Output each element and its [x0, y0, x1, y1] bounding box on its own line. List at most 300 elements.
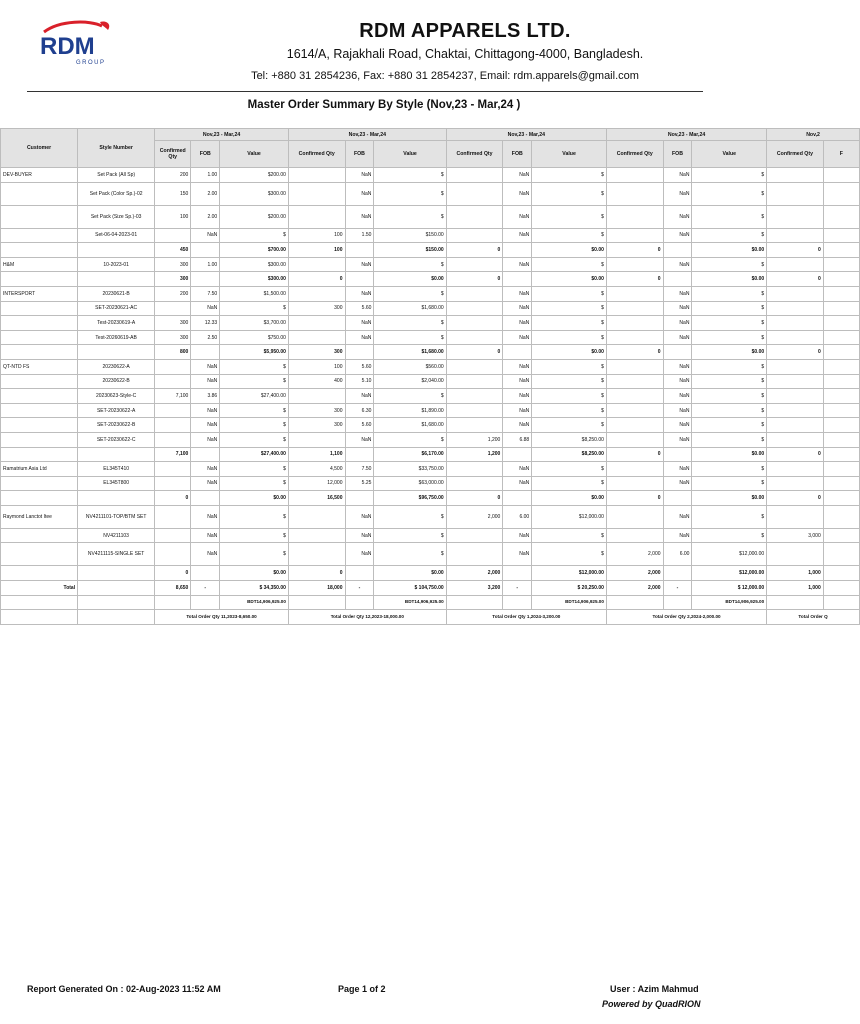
col-fob: F	[823, 141, 859, 168]
cell: 2.00	[191, 182, 220, 205]
cell	[823, 432, 859, 447]
cell: $	[532, 374, 607, 389]
cell: Test-20230619-A	[78, 316, 155, 331]
cell	[606, 476, 663, 491]
cell	[155, 462, 191, 477]
cell: $	[220, 403, 289, 418]
cell: NaN	[663, 403, 692, 418]
cell	[78, 595, 155, 610]
total-cell: $ 104,750.00	[374, 581, 446, 596]
cell: 150	[155, 182, 191, 205]
cell	[1, 610, 78, 625]
cell	[155, 528, 191, 543]
cell: $	[692, 286, 767, 301]
customer-cell: Raymond Lanctot Itee	[1, 505, 78, 528]
subtotal-cell: 0	[606, 447, 663, 462]
powered-by: Powered by QuadRION	[602, 999, 701, 1009]
cell: $	[532, 359, 607, 374]
company-name: RDM APPARELS LTD.	[359, 20, 571, 42]
cell: $	[374, 528, 446, 543]
cell	[446, 462, 503, 477]
cell: $3,700.00	[220, 316, 289, 331]
cell	[78, 566, 155, 581]
cell: 200	[155, 286, 191, 301]
cell	[1, 595, 78, 610]
cell	[606, 168, 663, 183]
col-fob: FOB	[345, 141, 374, 168]
cell: 5.25	[345, 476, 374, 491]
cell	[767, 301, 824, 316]
cell: EL345T800	[78, 476, 155, 491]
cell	[823, 205, 859, 228]
cell: NaN	[191, 301, 220, 316]
subtotal-cell: $0.00	[692, 243, 767, 258]
table-row	[1, 228, 860, 243]
cell: $300.00	[220, 257, 289, 272]
col-value: Value	[532, 141, 607, 168]
cell: $	[692, 389, 767, 404]
cell: NaN	[345, 389, 374, 404]
cell: NaN	[663, 301, 692, 316]
header-divider	[27, 91, 703, 92]
cell: $	[532, 182, 607, 205]
customer-cell	[1, 301, 78, 316]
cell	[767, 389, 824, 404]
customer-cell	[1, 566, 78, 581]
subtotal-cell	[345, 447, 374, 462]
subtotal-cell: $12,000.00	[692, 566, 767, 581]
subtotal-cell: 1,100	[288, 447, 345, 462]
subtotal-cell: 300	[288, 345, 345, 360]
cell	[606, 505, 663, 528]
cell: NaN	[503, 359, 532, 374]
cell	[446, 528, 503, 543]
cell: $12,000.00	[532, 505, 607, 528]
order-summary-table	[0, 128, 860, 625]
total-cell: $ 12,000.00	[692, 581, 767, 596]
col-qty: Confirmed Qty	[606, 141, 663, 168]
group-header-4: Nov,23 - Mar,24	[606, 129, 766, 141]
subtotal-cell: 0	[606, 491, 663, 506]
cell: $	[532, 462, 607, 477]
cell: NaN	[663, 168, 692, 183]
subtotal-cell: 0	[767, 345, 824, 360]
logo-text: RDM	[40, 33, 95, 60]
cell: $	[692, 476, 767, 491]
total-cell: $ 34,350.00	[220, 581, 289, 596]
table-row	[1, 286, 860, 301]
table-row	[1, 374, 860, 389]
customer-cell	[1, 205, 78, 228]
subtotal-row	[1, 243, 860, 258]
cell: 2.00	[191, 205, 220, 228]
table-row	[1, 505, 860, 528]
cell	[78, 243, 155, 258]
subtotal-cell: 800	[155, 345, 191, 360]
cell	[823, 168, 859, 183]
cell: $200.00	[220, 205, 289, 228]
subtotal-cell: $0.00	[692, 272, 767, 287]
cell: NaN	[345, 316, 374, 331]
group-header-2: Nov,23 - Mar,24	[288, 129, 446, 141]
cell	[288, 505, 345, 528]
subtotal-cell: 2,000	[446, 566, 503, 581]
cell: 2,000	[446, 505, 503, 528]
cell: 10-2023-01	[78, 257, 155, 272]
cell	[446, 330, 503, 345]
cell: $	[374, 168, 446, 183]
subtotal-cell: $6,170.00	[374, 447, 446, 462]
table-row	[1, 543, 860, 566]
cell	[606, 330, 663, 345]
subtotal-row	[1, 447, 860, 462]
subtotal-cell	[663, 345, 692, 360]
cell: NaN	[503, 462, 532, 477]
table-row	[1, 528, 860, 543]
cell	[606, 182, 663, 205]
subtotal-cell	[191, 243, 220, 258]
subtotal-cell	[663, 491, 692, 506]
subtotal-cell	[823, 243, 859, 258]
cell	[155, 505, 191, 528]
cell: $1,680.00	[374, 301, 446, 316]
cell: $	[692, 316, 767, 331]
total-order-qty: Total Order Qty 1,2024-3,200.00	[446, 610, 606, 625]
cell	[288, 595, 345, 610]
subtotal-cell	[345, 272, 374, 287]
cell: $	[374, 205, 446, 228]
cell: 6.00	[663, 543, 692, 566]
cell	[767, 595, 824, 610]
table-row	[1, 432, 860, 447]
cell: SET-20230622-B	[78, 418, 155, 433]
table-row	[1, 257, 860, 272]
cell: NaN	[663, 462, 692, 477]
cell: $150.00	[374, 228, 446, 243]
cell	[606, 462, 663, 477]
cell: $	[532, 257, 607, 272]
cell	[288, 182, 345, 205]
cell: $	[692, 168, 767, 183]
cell: 12,000	[288, 476, 345, 491]
cell: NaN	[345, 182, 374, 205]
cell: 200	[155, 168, 191, 183]
cell: SET-20230621-AC	[78, 301, 155, 316]
customer-cell	[1, 228, 78, 243]
total-cell: $ 20,250.00	[532, 581, 607, 596]
cell: $	[220, 528, 289, 543]
cell: NaN	[191, 359, 220, 374]
cell	[78, 581, 155, 596]
cell: 3.86	[191, 389, 220, 404]
cell: NaN	[345, 528, 374, 543]
cell	[155, 359, 191, 374]
customer-cell	[1, 243, 78, 258]
table-row	[1, 359, 860, 374]
subtotal-cell: $0.00	[220, 491, 289, 506]
cell: $	[532, 543, 607, 566]
customer-cell	[1, 543, 78, 566]
cell: $	[532, 286, 607, 301]
table-row	[1, 168, 860, 183]
cell: NaN	[503, 168, 532, 183]
total-cell: 3,200	[446, 581, 503, 596]
subtotal-cell: 1,000	[767, 566, 824, 581]
cell	[446, 286, 503, 301]
cell	[446, 205, 503, 228]
cell: 300	[155, 316, 191, 331]
cell	[78, 345, 155, 360]
cell: 2.50	[191, 330, 220, 345]
customer-cell	[1, 316, 78, 331]
cell: NaN	[191, 528, 220, 543]
cell: NaN	[345, 543, 374, 566]
cell	[606, 432, 663, 447]
report-generated: Report Generated On : 02-Aug-2023 11:52 AM	[27, 984, 221, 994]
group-header-1: Nov,23 - Mar,24	[155, 129, 289, 141]
table-row	[1, 418, 860, 433]
cell	[823, 374, 859, 389]
subtotal-cell	[823, 447, 859, 462]
subtotal-cell: $1,680.00	[374, 345, 446, 360]
cell	[767, 418, 824, 433]
total-order-qty: Total Order Q	[767, 610, 860, 625]
subtotal-cell	[191, 447, 220, 462]
cell	[155, 403, 191, 418]
cell	[446, 418, 503, 433]
cell: 12.33	[191, 316, 220, 331]
subtotal-cell: 0	[767, 272, 824, 287]
cell	[767, 182, 824, 205]
cell: $	[220, 432, 289, 447]
cell	[288, 432, 345, 447]
group-header-3: Nov,23 - Mar,24	[446, 129, 606, 141]
cell	[606, 228, 663, 243]
cell	[767, 168, 824, 183]
cell: $	[692, 403, 767, 418]
cell	[767, 543, 824, 566]
cell	[288, 316, 345, 331]
cell: $	[692, 418, 767, 433]
cell: $	[374, 182, 446, 205]
cell: $63,000.00	[374, 476, 446, 491]
subtotal-cell	[823, 272, 859, 287]
cell: $	[692, 205, 767, 228]
cell	[288, 330, 345, 345]
cell	[446, 595, 503, 610]
cell: NaN	[503, 286, 532, 301]
total-cell: -	[503, 581, 532, 596]
cell	[663, 595, 692, 610]
col-style: Style Number	[78, 129, 155, 168]
cell: NaN	[345, 505, 374, 528]
report-title	[0, 99, 768, 111]
cell	[288, 168, 345, 183]
subtotal-cell: 450	[155, 243, 191, 258]
cell: $	[374, 286, 446, 301]
cell: NaN	[503, 418, 532, 433]
subtotal-cell: $0.00	[532, 491, 607, 506]
subtotal-cell	[663, 447, 692, 462]
cell	[288, 543, 345, 566]
cell: NaN	[503, 205, 532, 228]
subtotal-cell: $27,400.00	[220, 447, 289, 462]
cell	[823, 403, 859, 418]
table-row	[1, 330, 860, 345]
cell: NaN	[345, 432, 374, 447]
cell	[823, 528, 859, 543]
cell	[767, 286, 824, 301]
cell	[606, 389, 663, 404]
subtotal-cell	[823, 345, 859, 360]
cell: $	[532, 389, 607, 404]
cell	[823, 359, 859, 374]
cell: $560.00	[374, 359, 446, 374]
subtotal-cell: 16,500	[288, 491, 345, 506]
cell: 6.00	[503, 505, 532, 528]
cell: $	[374, 505, 446, 528]
cell: 20230621-B	[78, 286, 155, 301]
cell: 20230622-A	[78, 359, 155, 374]
cell: $	[220, 543, 289, 566]
cell: 5.60	[345, 301, 374, 316]
col-customer: Customer	[1, 129, 78, 168]
cell: 300	[155, 330, 191, 345]
cell	[78, 272, 155, 287]
cell	[823, 543, 859, 566]
cell	[767, 228, 824, 243]
cell	[78, 610, 155, 625]
cell	[606, 257, 663, 272]
subtotal-cell	[663, 566, 692, 581]
subtotal-cell	[345, 491, 374, 506]
customer-cell	[1, 374, 78, 389]
table-row	[1, 476, 860, 491]
subtotal-cell: 100	[288, 243, 345, 258]
customer-cell	[1, 389, 78, 404]
cell	[155, 374, 191, 389]
cell: NaN	[345, 286, 374, 301]
customer-cell: DEV-BUYER	[1, 168, 78, 183]
cell: $	[374, 330, 446, 345]
cell	[446, 389, 503, 404]
subtotal-cell: 0	[288, 272, 345, 287]
customer-cell	[1, 330, 78, 345]
cell: NaN	[503, 182, 532, 205]
subtotal-cell: $150.00	[374, 243, 446, 258]
cell	[288, 389, 345, 404]
cell: 100	[288, 228, 345, 243]
cell: 7.50	[191, 286, 220, 301]
cell	[606, 205, 663, 228]
subtotal-cell: 7,100	[155, 447, 191, 462]
total-order-qty-row	[1, 610, 860, 625]
cell: $8,250.00	[532, 432, 607, 447]
col-value: Value	[692, 141, 767, 168]
total-row	[1, 581, 860, 596]
cell: $1,680.00	[374, 418, 446, 433]
cell: 20230622-B	[78, 374, 155, 389]
cell: $	[692, 359, 767, 374]
cell: $	[692, 505, 767, 528]
cell	[767, 316, 824, 331]
total-cell: -	[191, 581, 220, 596]
cell: NaN	[503, 316, 532, 331]
cell: Set Pack (Color Sp.)-02	[78, 182, 155, 205]
col-qty: Confirmed Qty	[288, 141, 345, 168]
subtotal-cell: $0.00	[692, 345, 767, 360]
customer-cell	[1, 182, 78, 205]
subtotal-cell: 300	[155, 272, 191, 287]
cell	[155, 595, 191, 610]
cell: NaN	[663, 205, 692, 228]
cell: $	[220, 228, 289, 243]
cell: $	[532, 228, 607, 243]
cell	[767, 374, 824, 389]
cell: NaN	[503, 476, 532, 491]
subtotal-cell: 0	[767, 243, 824, 258]
customer-cell: H&M	[1, 257, 78, 272]
cell: $	[692, 528, 767, 543]
cell	[767, 205, 824, 228]
cell: $	[692, 432, 767, 447]
cell	[823, 389, 859, 404]
page-indicator: Page 1 of 2	[338, 984, 386, 994]
table-row	[1, 462, 860, 477]
subtotal-cell	[345, 345, 374, 360]
cell: NaN	[345, 330, 374, 345]
cell	[155, 432, 191, 447]
cell	[823, 257, 859, 272]
cell: $	[532, 476, 607, 491]
cell: NaN	[191, 374, 220, 389]
cell: NaN	[503, 228, 532, 243]
customer-cell: Ramatrium Asia Ltd	[1, 462, 78, 477]
cell	[606, 359, 663, 374]
total-order-qty: Total Order Qty 12,2023-18,000.00	[288, 610, 446, 625]
subtotal-cell	[191, 272, 220, 287]
cell	[446, 543, 503, 566]
cell: $1,890.00	[374, 403, 446, 418]
cell	[767, 257, 824, 272]
cell: NaN	[345, 168, 374, 183]
col-fob: FOB	[503, 141, 532, 168]
cell	[823, 595, 859, 610]
cell: NaN	[191, 403, 220, 418]
subtotal-cell	[345, 243, 374, 258]
cell	[823, 286, 859, 301]
cell: NaN	[191, 462, 220, 477]
cell: $27,400.00	[220, 389, 289, 404]
subtotal-cell	[503, 272, 532, 287]
table-row	[1, 301, 860, 316]
subtotal-row	[1, 491, 860, 506]
subtotal-cell: 0	[446, 272, 503, 287]
cell: $	[220, 462, 289, 477]
cell: $	[220, 374, 289, 389]
subtotal-cell: 0	[606, 272, 663, 287]
subtotal-cell: 0	[155, 491, 191, 506]
subtotal-cell	[503, 491, 532, 506]
subtotal-cell	[345, 566, 374, 581]
cell: NaN	[191, 476, 220, 491]
cell	[823, 228, 859, 243]
cell: $	[532, 403, 607, 418]
subtotal-cell: $8,250.00	[532, 447, 607, 462]
cell: 20230623-Style-C	[78, 389, 155, 404]
cell	[606, 374, 663, 389]
subtotal-cell: $700.00	[220, 243, 289, 258]
